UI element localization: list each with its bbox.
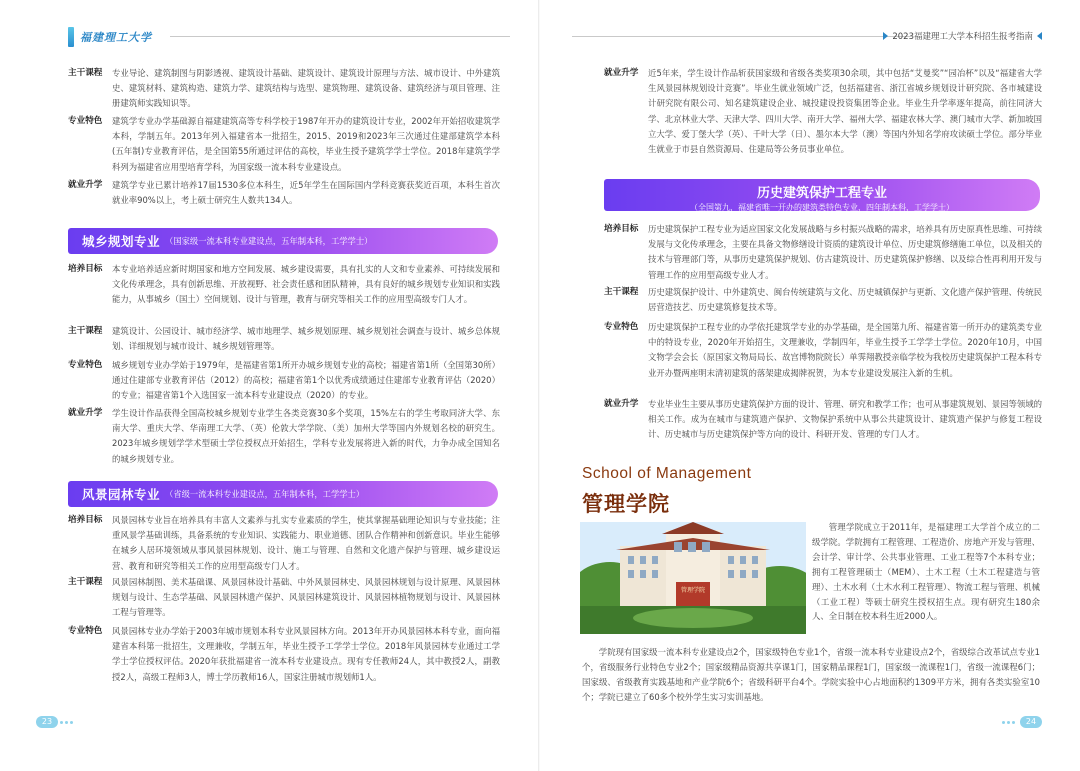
- section-text: 风景园林专业办学始于2003年城市规划本科专业风景园林方向。2013年开办风景园林本科专业，面向福建省本科第一批招生，文理兼收，学制五年，毕业生授予工学学士学位。2018年风景园林专业通过工学学士学位授权评估。2020年获批福建省一流本科专业建设点。现有专任教师24人，其中教授2人，副教授2人，高级工程师3人，博士学历教师16人，国家注册城市规划师1人。: [112, 626, 500, 682]
- heritage-career: [604, 397, 1042, 443]
- school-intro-continued: 学院现有国家级一流本科专业建设点2个，国家级特色专业1个，省级一流本科专业建设点2个，省级综合改革试点专业1个，省级服务行业特色专业2个；国家级精品资源共享课1门，国家精品课程1门，国家级一流课程1门，省级一流课程6门；国家级、省级教育实践基地和产业学院6个；省级科研平台4个。学院实验中心占地面积约1309平方米，拥有各类实验室10个；学院已建立了60多个校外学生实习实训基地。: [582, 647, 1040, 702]
- guide-title-text: 2023福建理工大学本科招生报考指南: [892, 32, 1033, 42]
- banner-title: 风景园林专业: [82, 487, 161, 502]
- section-text: 学生设计作品获得全国高校城乡规划专业学生各类竞赛30多个奖项，15%左右的学生考取同济大学、东南大学、重庆大学、华南理工大学、（英）伦敦大学学院、（美）加州大学等国内外规划名校的研究生。2023年城乡规划学学术型硕士学位授权点开始招生，学科专业发展将进入新的时代，力争办成全国知名的城乡规划专业。: [112, 408, 500, 464]
- section-label: 主干课程: [68, 326, 103, 336]
- banner-title: 历史建筑保护工程专业: [756, 186, 887, 201]
- section-text: 专业毕业生主要从事历史建筑保护方面的设计、管理、研究和教学工作；也可从事建筑规划、景园等领域的相关工作。成为在城市与建筑遗产保护、文物保护系统中从事公共建筑设计、建筑遗产保护与修复工程设计、历史城市与历史建筑保护等方向的设计、科研开发、管理的专门人才。: [648, 399, 1042, 440]
- section-label: 主干课程: [68, 68, 103, 78]
- landscape-career: [604, 66, 1042, 157]
- banner-subtitle: （国家级一流本科专业建设点，五年制本科，工学学士）: [165, 236, 373, 246]
- header-rule: [170, 36, 510, 37]
- section-text: 建筑设计、公园设计、城市经济学、城市地理学、城乡规划原理、城乡规划社会调查与设计、城乡总体规划、详细规划与城市设计、城乡规划管理等。: [112, 326, 500, 352]
- section-label: 专业特色: [604, 322, 639, 332]
- section-text: 建筑学专业办学基础源自福建建筑高等专科学校于1987年开办的建筑设计专业，2002年开始招收建筑学本科，学制五年。2013年列入福建省本一批招生，2015、2019和2023年三次通过住建部建筑学本科(五年制)专业教育评估，是全国第55所通过评估的高校，毕业生授予建筑学学士学位。2018年建筑学学科列为福建省应用型培育学科，为国家级一流本科专业建设点。: [112, 116, 500, 172]
- section-label: 专业特色: [68, 626, 103, 636]
- section-text: 历史建筑保护工程专业的办学依托建筑学专业的办学基础，是全国第九所、福建省第一所开办的建筑类专业中的特设专业，2020年开始招生，文理兼收，学制四年，毕业生授予工学学士学位。2020年10月，中国文物学会会长（原国家文物局局长、故宫博物院院长）单霁翔教授亲临学校为我校历史建筑保护工程本科专业开办暨两座明末清初建筑的落架建成揭牌祝贺，为本专业建设发展注入新的生机。: [648, 322, 1042, 378]
- page-number-left: 23: [36, 716, 58, 728]
- urban-planning-banner: [68, 228, 498, 254]
- landscape-features: [68, 624, 500, 685]
- section-label: 专业特色: [68, 360, 103, 370]
- urban-planning-courses: [68, 324, 500, 354]
- section-text: 建筑学专业已累计培养17届1530多位本科生，近5年学生在国际国内学科竞赛获奖近百项，本科生首次就业率90%以上，考上硕士研究生人数共134人。: [112, 180, 500, 206]
- building-illustration: [580, 522, 806, 634]
- section-label: 就业升学: [604, 68, 639, 78]
- section-text: 本专业培养适应新时期国家和地方空间发展、城乡建设需要，具有扎实的人文和专业素养、可持续发展和文化传承理念，具有创新思维、开放视野、社会责任感和团队精神，具有良好的城乡规划专业知识和实践能力，从事城乡（国土）空间规划、设计与管理，教育与研究等相关工作的应用型高级专门人才。: [112, 264, 500, 305]
- triangle-right-icon: [883, 32, 888, 40]
- architecture-courses: [68, 66, 500, 112]
- university-logo: [68, 27, 152, 47]
- urban-planning-features: [68, 358, 500, 404]
- school-intro: 管理学院成立于2011年，是福建理工大学首个成立的二级学院。学院拥有工程管理、工程造价、房地产开发与管理、会计学、审计学、公共事业管理、工业工程等7个本科专业；拥有工程管理硕士（MEM）、土木工程（土木工程建造与管理）、土木水利（土木水利工程管理）、物流工程与管理、机械（工业工程）等硕士研究生授权招生点。现有研究生180余人、全日制在校本科生近2000人。: [812, 522, 1040, 622]
- urban-planning-goal: [68, 262, 500, 308]
- urban-planning-career: [68, 406, 500, 467]
- section-label: 专业特色: [68, 116, 103, 126]
- banner-subtitle: （省级一流本科专业建设点，五年制本科，工学学士）: [165, 489, 365, 499]
- architecture-features: [68, 114, 500, 175]
- section-label: 培养目标: [604, 224, 639, 234]
- section-label: 培养目标: [68, 264, 103, 274]
- page-dots-decoration: [1002, 721, 1016, 724]
- photo-sign-text: 管理学院: [680, 587, 706, 594]
- school-title-en: School of Management: [582, 465, 752, 482]
- section-text: 专业导论、建筑制图与阴影透视、建筑设计基础、建筑设计、建筑设计原理与方法、城市设计、中外建筑史、建筑材料、建筑构造、建筑力学、建筑结构与选型、建筑物理、建筑设备、建筑经济与项目管理、注册建筑师实践知识等。: [112, 68, 500, 109]
- landscape-goal: [68, 513, 500, 574]
- section-text: 历史建筑保护设计、中外建筑史、闽台传统建筑与文化、历史城镇保护与更新、文化遗产保护管理、传统民居营造技艺、历史建筑修复技术等。: [648, 287, 1042, 313]
- guide-title: [883, 30, 1042, 42]
- logo-text: 福建理工大学: [80, 31, 152, 44]
- banner-title: 城乡规划专业: [82, 234, 161, 249]
- school-building-photo: [580, 522, 806, 634]
- school-title-cn: 管理学院: [582, 491, 670, 516]
- section-text: 风景园林专业旨在培养具有丰富人文素养与扎实专业素质的学生，使其掌握基础理论知识与专业技能；注重风景学基础训练，具备系统的专业知识、实践能力、职业道德、团队合作精神和创新意识。毕业生能够在城乡人居环境领域从事风景园林规划、设计、施工与管理、自然和文化遗产保护与管理、城乡建设运营、教育和研究等相关工作的应用型高级专门人才。: [112, 515, 500, 571]
- section-label: 就业升学: [604, 399, 639, 409]
- page-number-right: 24: [1020, 716, 1042, 728]
- section-label: 主干课程: [604, 287, 639, 297]
- section-text: 风景园林制图、美术基础课、风景园林设计基础、中外风景园林史、风景园林规划与设计原理、风景园林规划与设计、生态学基础、风景园林遗产保护、风景园林建筑设计、风景园林植物规划与设计、风景园林工程与管理等。: [112, 577, 500, 618]
- triangle-left-icon: [1037, 32, 1042, 40]
- section-label: 就业升学: [68, 408, 103, 418]
- logo-mark-icon: [68, 27, 74, 47]
- heritage-goal: [604, 222, 1042, 283]
- section-text: 历史建筑保护工程专业为适应国家文化发展战略与乡村振兴战略的需求，培养具有历史原真性思维、可持续发展与文化传承理念，主要在具备文物修缮设计资质的建筑设计单位、历史建筑修缮施工单位，以及相关的技术与管理部门等，从事历史建筑保护规划、仿古建筑设计、历史建筑保护修缮、以及综合性再利用开发与管理工作的应用型高级专业人才。: [648, 224, 1042, 280]
- section-text: 近5年来，学生设计作品斩获国家级和省级各类奖项30余项，其中包括“艾曼奖”“园冶杯”以及“福建省大学生风景园林规划设计竞赛”。毕业生就业领域广泛，包括福建省、浙江省城乡规划设计研究院、各市城建设计研究院有限公司、知名建筑建设企业、城投建设投资集团等企业。毕业生升学率逐年提高，前往同济大学、北京林业大学、天津大学、四川大学、南开大学、福州大学、福建农林大学、澳门城市大学、新加坡国立大学、爱丁堡大学（英）、千叶大学（日）、墨尔本大学（澳）等国内外知名学府攻读硕士学位。部分毕业生就业于市县自然资源局、住建局等公务员事业单位。: [648, 68, 1042, 155]
- heritage-features: [604, 320, 1042, 381]
- landscape-banner: [68, 481, 498, 507]
- heritage-banner: [604, 179, 1040, 211]
- architecture-career: [68, 178, 500, 208]
- page-dots-decoration: [60, 721, 74, 724]
- banner-subtitle: （全国第九，福建省唯一开办的建筑类特色专业，四年制本科，工学学士）: [690, 203, 954, 212]
- section-label: 就业升学: [68, 180, 103, 190]
- section-text: 城乡规划专业办学始于1979年，是福建省第1所开办城乡规划专业的高校；福建省第1所（全国第30所）通过住建部专业教育评估（2012）的高校；福建省第1个以优秀成绩通过住建部专业教育评估（2020）的专业；福建省第1个入选国家一流本科专业建设点（2020）的专业。: [112, 360, 500, 401]
- section-label: 主干课程: [68, 577, 103, 587]
- header-rule: [572, 36, 912, 37]
- heritage-courses: [604, 285, 1042, 315]
- section-label: 培养目标: [68, 515, 103, 525]
- landscape-courses: [68, 575, 500, 621]
